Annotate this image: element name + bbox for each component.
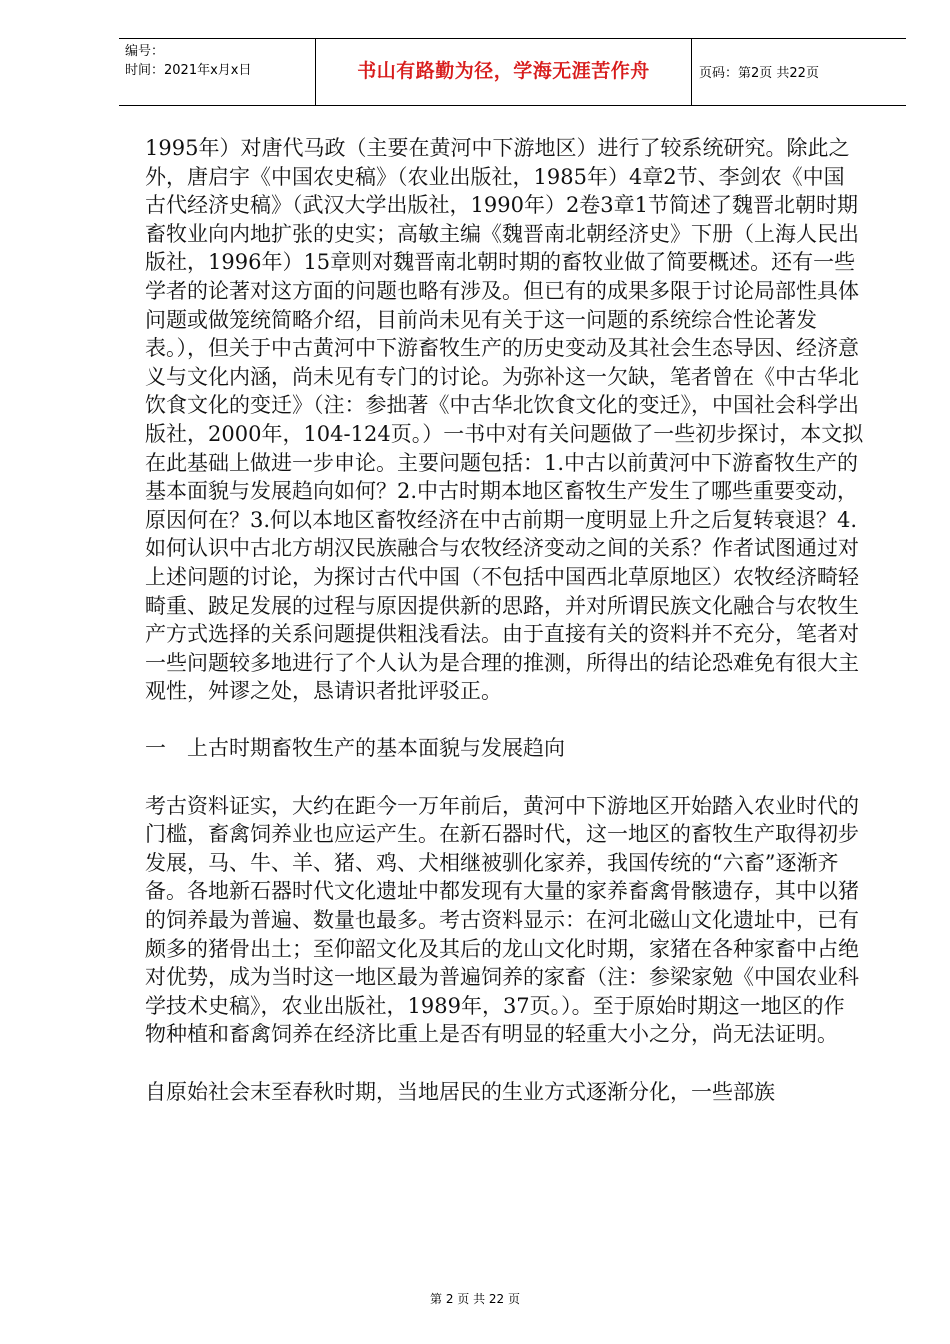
header-motto: 书山有路勤为径，学海无涯苦作舟 <box>357 60 650 82</box>
serial-label: 编号： <box>125 44 165 59</box>
time-label: 时间：2021年x月x日 <box>125 63 252 78</box>
paragraph-intro: 1995年）对唐代马政（主要在黄河中下游地区）进行了较系统研究。除此之外，唐启宇《中国农史稿》（农业出版社，1985年）4章2节、李剑农《中国古代经济史稿》（武汉大学出版社，1990年）2卷3章1节简述了魏晋北朝时期畜牧业向内地扩张的史实；高敏主编《魏晋南北朝经济史》下册（上海人民出版社，1996年）15章则对魏晋南北朝时期的畜牧业做了简要概述。还有一些学者的论著对这方面的问题也略有涉及。但已有的成果多限于讨论局部性具体问题或做笼统简略介绍，目前尚未见有关于这一问题的系统综合性论著发表。），但关于中古黄河中下游畜牧生产的历史变动及其社会生态导因、经济意义与文化内涵，尚未见有专门的讨论。为弥补这一欠缺，笔者曾在《中古华北饮食文化的变迁》（注：参拙著《中古华北饮食文化的变迁》，中国社会科学出版社，2000年，104-124页。）一书中对有关问题做了一些初步探讨，本文拟在此基础上做进一步申论。主要问题包括：1.中古以前黄河中下游畜牧生产的基本面貌与发展趋向如何？2.中古时期本地区畜牧生产发生了哪些重要变动，原因何在？3.何以本地区畜牧经济在中古前期一度明显上升之后复转衰退？4.如何认识中古北方胡汉民族融合与农牧经济变动之间的关系？作者试图通过对上述问题的讨论，为探讨古代中国（不包括中国西北草原地区）农牧经济畸轻畸重、跛足发展的过程与原因提供新的思路，并对所谓民族文化融合与农牧生产方式选择的关系问题提供粗浅看法。由于直接有关的资料并不充分，笔者对一些问题较多地进行了个人认为是合理的推测，所得出的结论恐难免有很大主观性，舛谬之处，恳请识者批评驳正。 <box>145 136 864 704</box>
paragraph-continuation: 自原始社会末至春秋时期，当地居民的生业方式逐渐分化，一些部族 <box>145 1079 775 1104</box>
header-meta <box>125 42 251 80</box>
document-body <box>145 134 865 1106</box>
page-footer: 第 2 页 共 22 页 <box>430 1292 520 1306</box>
header-top-rule <box>119 38 906 39</box>
header-divider-right <box>691 38 692 106</box>
page-header <box>119 38 906 106</box>
header-page-info: 页码：第2页 共22页 <box>699 66 819 81</box>
header-bottom-rule <box>119 105 906 106</box>
paragraph-archaeology: 考古资料证实，大约在距今一万年前后，黄河中下游地区开始踏入农业时代的门槛，畜禽饲养业也应运产生。在新石器时代，这一地区的畜牧生产取得初步发展，马、牛、羊、猪、鸡、犬相继被驯化家养，我国传统的“六畜”逐渐齐备。各地新石器时代文化遗址中都发现有大量的家养畜禽骨骸遗存，其中以猪的饲养最为普遍、数量也最多。考古资料显示：在河北磁山文化遗址中，已有颇多的猪骨出土；至仰韶文化及其后的龙山文化时期，家猪在各种家畜中占绝对优势，成为当时这一地区最为普遍饲养的家畜（注：参梁家勉《中国农业科学技术史稿》，农业出版社，1989年，37页。）。至于原始时期这一地区的作物种植和畜禽饲养在经济比重上是否有明显的轻重大小之分，尚无法证明。 <box>145 793 859 1047</box>
section-heading: 一 上古时期畜牧生产的基本面貌与发展趋向 <box>145 736 565 761</box>
